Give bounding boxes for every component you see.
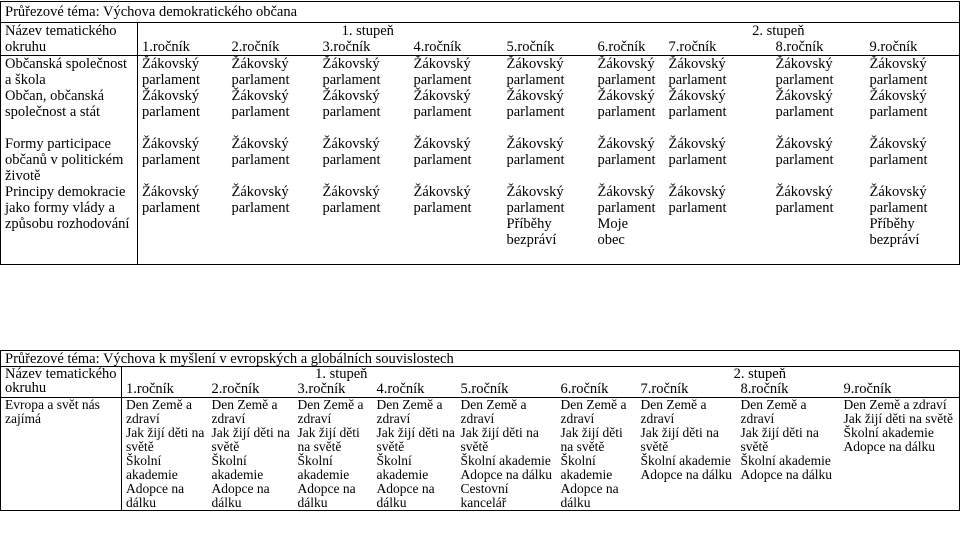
table-cell	[410, 184, 503, 265]
table-cell	[208, 398, 294, 511]
table-cell	[122, 398, 208, 511]
grade-header: 6.ročník	[597, 39, 646, 55]
cell-text: Žákovský	[322, 56, 380, 72]
cell-text: Žákovský	[231, 88, 289, 104]
cell-text: dálku	[126, 495, 156, 510]
table-cell	[772, 88, 866, 136]
cell-text: Školní akademie	[640, 453, 731, 468]
cell-text: Žákovský	[413, 88, 471, 104]
cell-text: parlament	[668, 200, 727, 216]
cell-text: Školní	[297, 453, 333, 468]
cell-text: světě	[460, 439, 489, 454]
cell-text: Adopce na dálku	[740, 467, 832, 482]
cell-text: Jak žijí děti na	[126, 425, 205, 440]
table-cell	[637, 398, 737, 511]
topic-label: Občan, občanská společnost a stát	[1, 88, 138, 136]
table-row	[1, 184, 960, 265]
cell-text: Jak žijí děti na	[640, 425, 719, 440]
table-cell	[665, 88, 772, 136]
cell-text: bezpráví	[869, 232, 920, 248]
cell-text: Školní akademie	[843, 425, 934, 440]
table-cell	[665, 56, 772, 89]
cell-text: světě	[640, 439, 669, 454]
table-cell	[737, 398, 840, 511]
table-cell	[228, 136, 319, 184]
cell-text: Jak žijí děti na	[740, 425, 819, 440]
topic-label: Principy demokracie jako formy vlády a způsobu rozhodování	[1, 184, 138, 265]
cell-text: zdraví	[640, 411, 675, 426]
grade-header: 9.ročník	[840, 382, 960, 398]
cell-text: parlament	[322, 152, 381, 168]
table-cell	[138, 88, 228, 136]
cell-text: Žákovský	[869, 136, 927, 152]
table-cell	[772, 56, 866, 89]
grade-header: 1.ročník	[126, 381, 174, 397]
cell-text: parlament	[597, 152, 656, 168]
cell-text: Žákovský	[597, 88, 655, 104]
table-cell	[410, 136, 503, 184]
cell-text: Žákovský	[668, 88, 726, 104]
grade-header: 5.ročník	[460, 381, 509, 397]
grade-header: 8.ročník	[775, 39, 824, 55]
cell-text: Žákovský	[869, 56, 927, 72]
topic-label: Občanská společnost a škola	[1, 56, 138, 89]
grade-header: 3.ročník	[297, 381, 346, 397]
cell-text: Žákovský	[668, 184, 726, 200]
cell-text: Žákovský	[668, 136, 726, 152]
table-row	[1, 56, 960, 89]
cell-text: zdraví	[560, 411, 595, 426]
cell-text: Žákovský	[231, 56, 289, 72]
cell-text: parlament	[231, 200, 290, 216]
grade-header: 8.ročník	[740, 381, 789, 397]
cell-text: Adopce na	[297, 481, 356, 496]
table-cell	[772, 184, 866, 265]
cell-text: Den Země a	[126, 397, 192, 412]
cell-text: parlament	[413, 200, 472, 216]
cell-text: Žákovský	[668, 56, 726, 72]
european-global-table	[0, 350, 960, 511]
cell-text: Žákovský	[597, 184, 655, 200]
cell-text: parlament	[869, 72, 928, 88]
table-cell	[138, 56, 228, 89]
cell-text: Adopce na	[376, 481, 435, 496]
table-row	[1, 136, 960, 184]
cell-text: parlament	[668, 104, 727, 120]
cell-text: parlament	[142, 152, 200, 168]
cell-text: parlament	[506, 104, 565, 120]
cell-text: Moje	[597, 216, 629, 232]
cell-text: Den Země a	[376, 397, 443, 412]
cell-text: Žákovský	[506, 136, 564, 152]
cell-text: Žákovský	[322, 88, 380, 104]
cell-text: zdraví	[211, 411, 246, 426]
cell-text: Jak žijí děti	[297, 425, 360, 440]
cell-text: Školní	[560, 453, 596, 468]
table-cell	[665, 184, 772, 265]
democratic-citizen-table	[0, 1, 960, 265]
grade-header: 2.ročník	[211, 381, 260, 397]
cell-text: dálku	[211, 495, 242, 510]
cell-text: parlament	[413, 152, 472, 168]
cell-text: Žákovský	[775, 88, 833, 104]
cell-text: parlament	[413, 72, 472, 88]
cell-text: parlament	[506, 200, 565, 216]
table-cell	[138, 184, 228, 265]
cell-text: Jak žijí děti	[560, 425, 623, 440]
cell-text: akademie	[376, 467, 429, 482]
table-cell	[503, 88, 594, 136]
cell-text: světě	[376, 439, 405, 454]
cell-text: parlament	[597, 104, 656, 120]
cell-text: zdraví	[460, 411, 495, 426]
cell-text: Žákovský	[322, 136, 380, 152]
table-cell	[319, 56, 410, 89]
cell-text: Žákovský	[413, 56, 471, 72]
cell-text: parlament	[231, 72, 290, 88]
cell-text: zdraví	[376, 411, 411, 426]
cell-text: akademie	[126, 467, 178, 482]
cell-text: Žákovský	[142, 88, 200, 104]
table-cell	[457, 398, 557, 511]
cell-text: Žákovský	[142, 56, 200, 72]
table-cell	[866, 136, 960, 184]
cell-text: Žákovský	[231, 184, 289, 200]
table-cell	[294, 398, 373, 511]
cell-text: parlament	[597, 72, 656, 88]
header-label: Název tematického okruhu	[1, 23, 138, 56]
table-cell	[503, 56, 594, 89]
cell-text: parlament	[668, 72, 727, 88]
grade-header: 9.ročník	[866, 39, 960, 56]
topic-label: Formy participace občanů v politickém životě	[1, 136, 138, 184]
cell-text: Cestovní kancelář	[460, 481, 509, 510]
cell-text: Jak žijí děti na světě	[843, 411, 953, 426]
table-cell	[866, 184, 960, 265]
cell-text: parlament	[506, 72, 565, 88]
grade-header: 4.ročník	[376, 381, 425, 397]
table-cell	[503, 184, 594, 265]
cell-text: zdraví	[297, 411, 332, 426]
cell-text: Den Země a	[740, 397, 807, 412]
cell-text: akademie	[560, 467, 613, 482]
table-cell	[503, 136, 594, 184]
cell-text: Den Země a	[560, 397, 627, 412]
cell-text: Žákovský	[413, 184, 471, 200]
cell-text: světě	[126, 439, 154, 454]
cell-text: dálku	[297, 495, 328, 510]
cell-text: parlament	[322, 104, 381, 120]
stage-2-header: 2. stupeň	[594, 23, 960, 40]
cell-text: parlament	[775, 200, 834, 216]
cell-text: Den Země a	[460, 397, 527, 412]
cell-text: parlament	[322, 72, 381, 88]
cell-text: Adopce na	[126, 481, 185, 496]
table-cell	[410, 88, 503, 136]
cell-text: Žákovský	[869, 88, 927, 104]
cell-text: Adopce na dálku	[640, 467, 732, 482]
table-cell	[228, 56, 319, 89]
cell-text: Adopce na dálku	[460, 467, 552, 482]
cell-text: Žákovský	[775, 136, 833, 152]
cell-text: zdraví	[740, 411, 775, 426]
cell-text: Žákovský	[869, 184, 927, 200]
cell-text: Adopce na	[211, 481, 270, 496]
table-cell	[866, 56, 960, 89]
cell-text: parlament	[597, 200, 656, 216]
cell-text: Školní	[211, 453, 247, 468]
cell-text: Adopce na dálku	[843, 439, 935, 454]
cell-text: Žákovský	[506, 88, 564, 104]
table-title: Průřezové téma: Výchova demokratického občana	[1, 2, 960, 23]
header-label: Název tematického okruhu	[1, 367, 122, 398]
table-row	[1, 398, 960, 511]
cell-text: Den Země a zdraví	[843, 397, 947, 412]
table-cell	[319, 136, 410, 184]
topic-label: Evropa a svět nás zajímá	[1, 398, 122, 511]
cell-text: na světě	[297, 439, 342, 454]
table-cell	[373, 398, 457, 511]
grade-header: 2.ročník	[231, 39, 280, 55]
cell-text: parlament	[869, 152, 928, 168]
cell-text: parlament	[869, 104, 928, 120]
cell-text: dálku	[376, 495, 407, 510]
table-cell	[594, 184, 665, 265]
table-cell	[594, 56, 665, 89]
cell-text: Žákovský	[597, 136, 655, 152]
cell-text: parlament	[142, 200, 200, 216]
grade-header: 7.ročník	[668, 39, 717, 55]
cell-text: parlament	[142, 104, 200, 120]
cell-text: Jak žijí děti na	[211, 425, 290, 440]
cell-text: Den Země a	[640, 397, 707, 412]
table-cell	[410, 56, 503, 89]
grade-header: 1.ročník	[142, 39, 190, 55]
table-cell	[772, 136, 866, 184]
table-row	[1, 88, 960, 136]
table-cell	[319, 184, 410, 265]
cell-text: parlament	[775, 104, 834, 120]
cell-text: akademie	[297, 467, 350, 482]
cell-text: obec	[597, 232, 625, 248]
cell-text: akademie	[211, 467, 264, 482]
cell-text: bezpráví	[506, 232, 557, 248]
stage-1-header: 1. stupeň	[341, 23, 394, 39]
grade-header: 3.ročník	[322, 39, 371, 55]
cell-text: parlament	[869, 200, 928, 216]
cell-text: světě	[740, 439, 769, 454]
cell-text: Adopce na	[560, 481, 619, 496]
cell-text: dálku	[560, 495, 591, 510]
table-cell	[228, 184, 319, 265]
cell-text: na světě	[560, 439, 605, 454]
cell-text: Den Země a	[211, 397, 278, 412]
cell-text: Žákovský	[775, 184, 833, 200]
grade-header: 7.ročník	[640, 381, 689, 397]
cell-text: Příběhy	[506, 216, 552, 232]
cell-text: Školní akademie	[740, 453, 831, 468]
stage-2-header: 2. stupeň	[557, 367, 960, 383]
cell-text: Žákovský	[413, 136, 471, 152]
table-cell	[594, 136, 665, 184]
cell-text: Žákovský	[142, 184, 200, 200]
table-cell	[138, 136, 228, 184]
cell-text: Školní akademie	[460, 453, 551, 468]
table-cell	[228, 88, 319, 136]
grade-header: 5.ročník	[506, 39, 555, 55]
cell-text: zdraví	[126, 411, 160, 426]
stage-1-header: 1. stupeň	[315, 366, 368, 382]
table-cell	[665, 136, 772, 184]
cell-text: Žákovský	[322, 184, 380, 200]
cell-text: parlament	[413, 104, 472, 120]
cell-text: parlament	[322, 200, 381, 216]
cell-text: Školní	[126, 453, 162, 468]
cell-text: parlament	[231, 104, 290, 120]
table-cell	[866, 88, 960, 136]
table-cell	[840, 398, 960, 511]
cell-text: parlament	[142, 72, 200, 88]
grade-header: 4.ročník	[413, 39, 462, 55]
cell-text: Žákovský	[597, 56, 655, 72]
cell-text: světě	[211, 439, 240, 454]
cell-text: Žákovský	[231, 136, 289, 152]
cell-text: parlament	[775, 72, 834, 88]
table-title: Průřezové téma: Výchova k myšlení v evropských a globálních souvislostech	[1, 351, 960, 367]
cell-text: Žákovský	[506, 184, 564, 200]
table-cell	[319, 88, 410, 136]
cell-text: Příběhy	[869, 216, 915, 232]
cell-text: parlament	[231, 152, 290, 168]
table-cell	[594, 88, 665, 136]
cell-text: Jak žijí děti na	[460, 425, 539, 440]
cell-text: Jak žijí děti na	[376, 425, 455, 440]
cell-text: Den Země a	[297, 397, 364, 412]
table-cell	[557, 398, 637, 511]
cell-text: parlament	[775, 152, 834, 168]
cell-text: Školní	[376, 453, 412, 468]
grade-header: 6.ročník	[560, 381, 609, 397]
cell-text: Žákovský	[775, 56, 833, 72]
cell-text: Žákovský	[142, 136, 200, 152]
cell-text: Žákovský	[506, 56, 564, 72]
cell-text: parlament	[506, 152, 565, 168]
cell-text: parlament	[668, 152, 727, 168]
